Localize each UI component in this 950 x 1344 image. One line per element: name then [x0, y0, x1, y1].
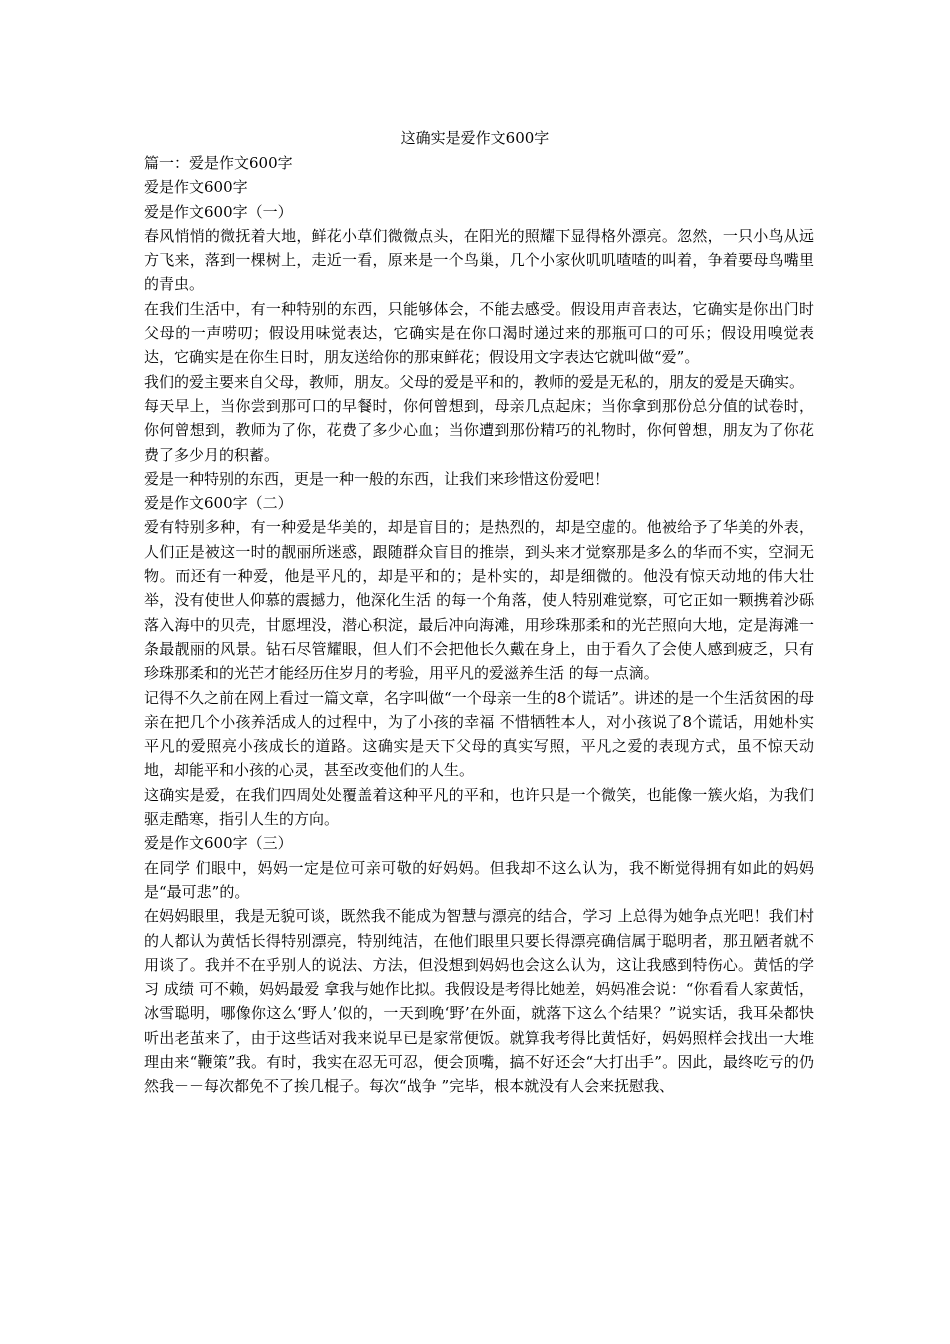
- paragraph: 这确实是爱，在我们四周处处覆盖着这种平凡的平和，也许只是一个微笑，也能像一簇火焰，为我们驱走酷寒，指引人生的方向。: [144, 785, 814, 829]
- part-heading: 篇一：爱是作文600字: [144, 154, 293, 172]
- paragraph: 记得不久之前在网上看过一篇文章，名字叫做“一个母亲一生的8个谎话”。讲述的是一个生活贫困的母亲在把几个小孩养活成人的过程中，为了小孩的幸福 不惜牺牲本人，对小孩说了8个谎话，用她朴实平凡的爱照亮小孩成长的道路。这确实是天下父母的真实写照，平凡之爱的表现方式，虽不惊天动地，却能平和小孩的心灵，甚至改变他们的人生。: [144, 688, 814, 780]
- paragraph: 爱有特别多种，有一种爱是华美的，却是盲目的；是热烈的，却是空虚的。他被给予了华美的外表，人们正是被这一时的靓丽所迷惑，跟随群众盲目的推崇，到头来才觉察那是多么的华而不实，空洞无物。而还有一种爱，他是平凡的，却是平和的；是朴实的，却是细微的。他没有惊天动地的伟大壮举，没有使世人仰慕的震撼力，他深化生活 的每一个角落，使人特别难觉察，可它正如一颗携着沙砾落入海中的贝壳，甘愿埋没，潜心积淀，最后冲向海滩，用珍珠那柔和的光芒照向大地，定是海滩一条最靓丽的风景。钻石尽管耀眼，但人们不会把他长久戴在身上，由于看久了会使人感到疲乏，只有珍珠那柔和的光芒才能经历住岁月的考验，用平凡的爱滋养生活 的每一点滴。: [144, 518, 814, 683]
- essay-subtitle: 爱是作文600字: [144, 178, 248, 197]
- document-title: 这确实是爱作文600字: [400, 129, 550, 147]
- paragraph: 我们的爱主要来自父母，教师，朋友。父母的爱是平和的，教师的爱是无私的，朋友的爱是天确实。: [144, 372, 805, 391]
- paragraph: 在我们生活中，有一种特别的东西，只能够体会，不能去感受。假设用声音表达，它确实是你出门时父母的一声唠叨；假设用味觉表达，它确实是在你口渴时递过来的那瓶可口的可乐；假设用嗅觉表达，它确实是在你生日时，朋友送给你的那束鲜花；假设用文字表达它就叫做“爱”。: [144, 299, 814, 367]
- section-heading: 爱是作文600字（一）: [144, 202, 293, 221]
- section-heading: 爱是作文600字（二）: [144, 494, 293, 513]
- paragraph: 春风悄悄的微抚着大地，鲜花小草们微微点头，在阳光的照耀下显得格外漂亮。忽然，一只小鸟从远方飞来，落到一棵树上，走近一看，原来是一个鸟巢，几个小家伙叽叽喳喳的叫着，争着要母鸟嘴里的青虫。: [144, 226, 814, 294]
- document-body: [144, 151, 814, 1099]
- paragraph: 在妈妈眼里，我是无貌可谈，既然我不能成为智慧与漂亮的结合，学习 上总得为她争点光吧！我们村的人都认为黄恬长得特别漂亮，特别纯洁，在他们眼里只要长得漂亮确信属于聪明者，那丑陋者就不用谈了。我并不在乎别人的说法、方法，但没想到妈妈也会这么认为，这让我感到特伤心。黄恬的学习 成绩 可不赖，妈妈最爱 拿我与她作比拟。我假设是考得比她差，妈妈准会说：“你看看人家黄恬，冰雪聪明，哪像你这么‘野人’似的，一天到晚‘野’在外面，就落下这么个结果？”说实话，我耳朵都快听出老茧来了，由于这些话对我来说早已是家常便饭。就算我考得比黄恬好，妈妈照样会找出一大堆理由来“鞭策”我。有时，我实在忍无可忍，便会顶嘴，搞不好还会“大打出手”。因此，最终吃亏的仍然我－－每次都免不了挨几棍子。每次“战争 ”完毕，根本就没有人会来抚慰我、: [144, 907, 814, 1096]
- section-heading: 爱是作文600字（三）: [144, 834, 293, 853]
- paragraph: 每天早上，当你尝到那可口的早餐时，你何曾想到，母亲几点起床；当你拿到那份总分值的试卷时，你何曾想到，教师为了你，花费了多少心血；当你遭到那份精巧的礼物时，你何曾想，朋友为了你花费了多少月的积蓄。: [144, 396, 814, 464]
- paragraph: 在同学 们眼中，妈妈一定是位可亲可敬的好妈妈。但我却不这么认为，我不断觉得拥有如此的妈妈是“最可悲”的。: [144, 858, 814, 901]
- paragraph: 爱是一种特别的东西，更是一种一般的东西，让我们来珍惜这份爱吧！: [144, 469, 610, 488]
